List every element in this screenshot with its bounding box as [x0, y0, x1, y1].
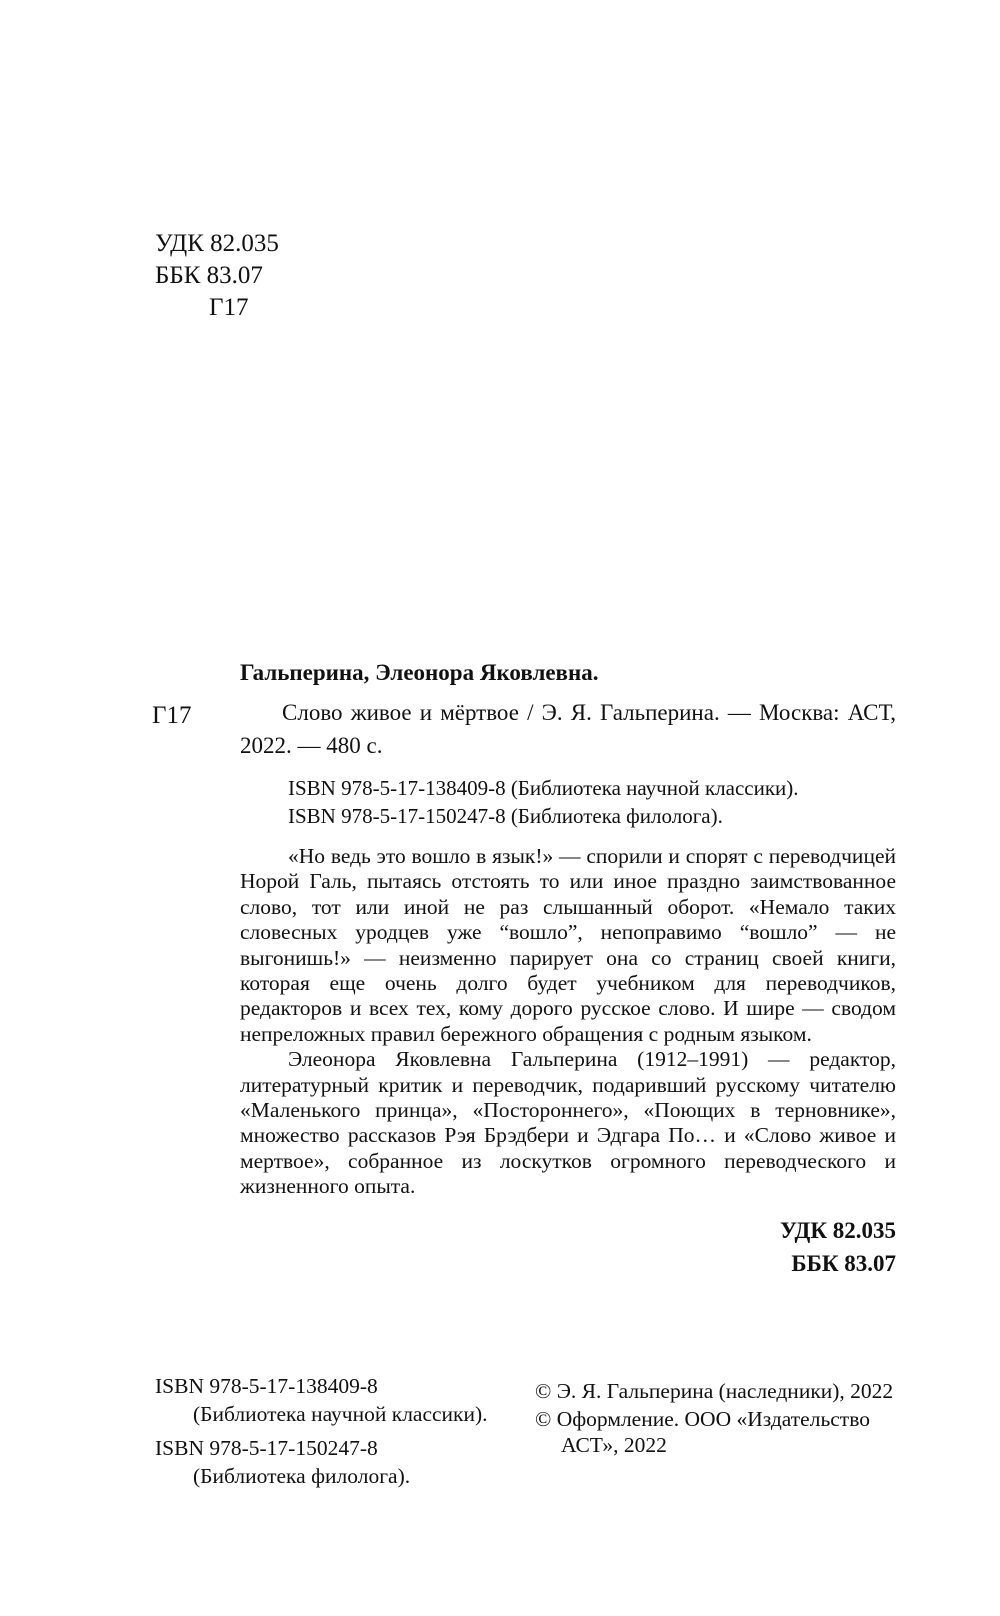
- entry-isbn-block: [288, 774, 896, 830]
- author-mark-top: Г17: [209, 294, 249, 321]
- entry-title-line: Слово живое и мёртвое / Э. Я. Гальперина. — Москва: АСТ, 2022. — 480 с.: [240, 700, 896, 758]
- bottom-isbn-series: (Библиотека филолога).: [193, 1464, 411, 1488]
- entry-classification: [240, 1214, 896, 1280]
- udk-code-top: УДК 82.035: [155, 230, 279, 257]
- bottom-isbn: ISBN 978-5-17-138409-8: [155, 1374, 378, 1398]
- entry-isbn-line: ISBN 978-5-17-138409-8 (Библиотека научной классики).: [288, 776, 799, 800]
- annotation-paragraph: Элеонора Яковлевна Гальперина (1912–1991) — редактор, литературный критик и переводчик, подаривший русскому читателю «Маленького принца», «Постороннего», «Поющих в терновнике», множество рассказов Рэя Брэдбери и Эдгара По… и «Слово живое и мертвое», собранное из лоскутков огромного переводческого и жизненного опыта.: [240, 1047, 896, 1199]
- catalog-entry: [240, 658, 896, 1280]
- copyright-line: © Э. Я. Гальперина (наследники), 2022: [535, 1379, 894, 1403]
- udk-code-entry: УДК 82.035: [779, 1217, 896, 1243]
- annotation-paragraph: «Но ведь это вошло в язык!» — спорили и спорят с переводчицей Норой Галь, пытаясь отстоять то или иное праздно заимствованное слово, тот или иной не раз слышанный оборот. «Немало таких словесных уродцев уже “вошло”, непоправимо “вошло” — не выгонишь!» — неизменно парирует она со страниц своей книги, которая еще очень долго будет учебником для переводчиков, редакторов и всех тех, кому дорого русское слово. И шире — сводом непреложных правил бережного обращения с родным языком.: [240, 844, 896, 1046]
- author-mark-entry: Г17: [152, 702, 192, 729]
- bottom-isbn-series: (Библиотека научной классики).: [193, 1402, 488, 1426]
- entry-author: Гальперина, Элеонора Яковлевна.: [240, 660, 599, 685]
- entry-isbn-line: ISBN 978-5-17-150247-8 (Библиотека филолога).: [288, 804, 723, 828]
- copyright-block: [535, 1378, 895, 1460]
- bbk-code-entry: ББК 83.07: [791, 1250, 896, 1276]
- top-classification-block: [155, 228, 279, 324]
- bottom-isbn-block: [155, 1372, 488, 1496]
- bbk-code-top: ББК 83.07: [155, 262, 263, 289]
- copyright-line: © Оформление. ООО «Издательство АСТ», 2022: [535, 1407, 870, 1457]
- bottom-isbn: ISBN 978-5-17-150247-8: [155, 1436, 378, 1460]
